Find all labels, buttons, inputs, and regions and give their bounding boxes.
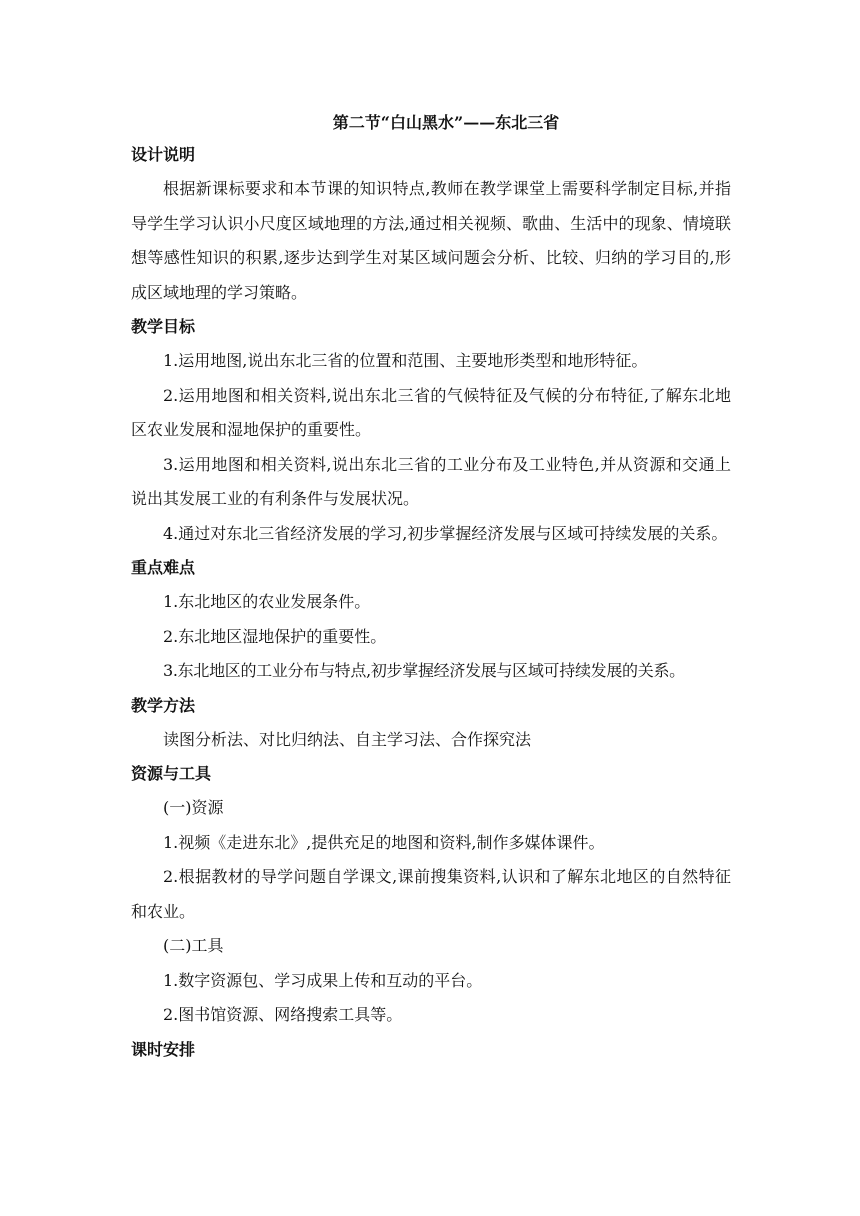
goal-item-1: 1.运用地图,说出东北三省的位置和范围、主要地形类型和地形特征。 — [163, 351, 648, 370]
key-point-item-2: 2.东北地区湿地保护的重要性。 — [163, 626, 387, 646]
tool-item-1: 1.数字资源包、学习成果上传和互动的平台。 — [163, 970, 483, 990]
goal-item-2: 2.运用地图和相关资料,说出东北三省的气候特征及气候的分布特征,了解东北地区农业发展和湿地保护的重要性。 — [131, 385, 731, 439]
resources-label: (一)资源 — [163, 798, 224, 817]
goal-item-3: 3.运用地图和相关资料,说出东北三省的工业分布及工业特色,并从资源和交通上说出其发展工业的有利条件与发展状况。 — [131, 454, 731, 508]
resource-item-2: 2.根据教材的导学问题自学课文,课前搜集资料,认识和了解东北地区的自然特征和农业。 — [131, 867, 731, 921]
tool-item-2: 2.图书馆资源、网络搜索工具等。 — [163, 1005, 403, 1024]
page-title: 第二节“白山黑水”——东北三省 — [332, 113, 560, 132]
key-point-item-3: 3.东北地区的工业分布与特点,初步掌握经济发展与区域可持续发展的关系。 — [163, 661, 685, 680]
section-heading-design: 设计说明 — [131, 145, 196, 164]
section-heading-key-points: 重点难点 — [131, 558, 196, 577]
methods-paragraph: 读图分析法、对比归纳法、自主学习法、合作探究法 — [163, 729, 532, 749]
tools-label: (二)工具 — [163, 936, 224, 955]
design-paragraph: 根据新课标要求和本节课的知识特点,教师在教学课堂上需要科学制定目标,并指导学生学习认识小尺度区域地理的方法,通过相关视频、歌曲、生活中的现象、情境联想等感性知识的积累,逐步达到学生对某区域问题会分析、比较、归纳的学习目的,形成区域地理的学习策略。 — [131, 179, 731, 302]
document-body — [131, 108, 731, 1067]
resource-item-1: 1.视频《走进东北》,提供充足的地图和资料,制作多媒体课件。 — [163, 832, 605, 852]
section-heading-methods: 教学方法 — [131, 695, 196, 715]
section-heading-resources: 资源与工具 — [131, 764, 212, 783]
section-heading-goals: 教学目标 — [131, 317, 196, 336]
key-point-item-1: 1.东北地区的农业发展条件。 — [163, 592, 371, 611]
section-heading-schedule: 课时安排 — [131, 1039, 196, 1059]
goal-item-4: 4.通过对东北三省经济发展的学习,初步掌握经济发展与区域可持续发展的关系。 — [163, 523, 728, 543]
